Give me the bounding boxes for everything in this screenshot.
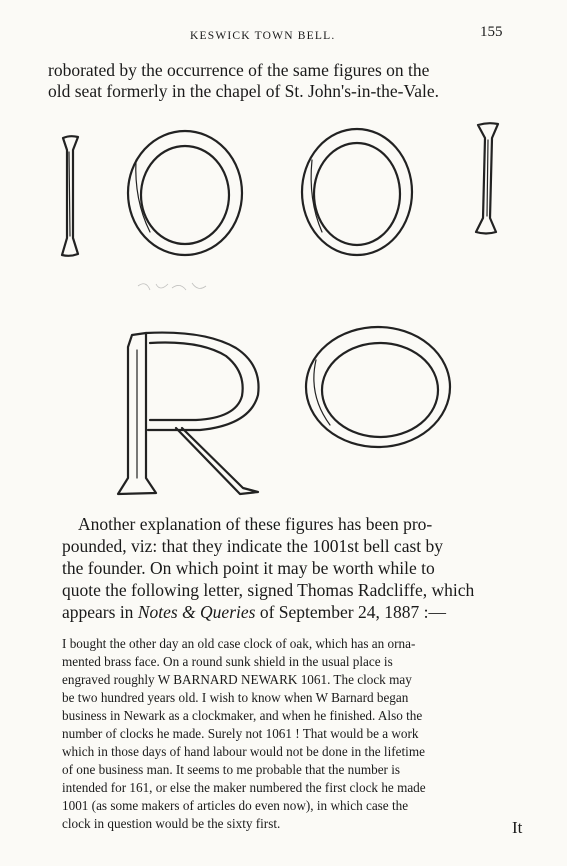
glyph-row1-i-right [476,123,498,233]
main-paragraph-line-3: the founder. On which point it may be worth while to [62,558,435,578]
main-paragraph-line-4: quote the following letter, signed Thomas Radcliffe, which [62,580,475,600]
running-head: KESWICK TOWN BELL. [190,30,336,42]
glyph-row2-r [118,333,259,494]
letter-line-3: engraved roughly W BARNARD NEWARK 1061. The clock may [62,672,412,687]
journal-title: Notes & Queries [137,602,256,622]
letter-line-5: business in Newark as a clockmaker, and when he finished. Also the [62,708,423,723]
pencil-smudge [138,283,206,290]
page-number: 155 [480,24,503,40]
letter-line-4: be two hundred years old. I wish to know when W Barnard began [62,690,409,705]
main-paragraph-line-1: Another explanation of these figures has been pro- [78,514,433,534]
main-paragraph-line-5 [62,602,446,623]
glyph-row1-o-right [302,129,412,255]
letter-line-2: mented brass face. On a round sunk shield in the usual place is [62,654,393,669]
glyph-row2-o [306,327,450,447]
letter-line-10: 1001 (as some makers of articles do even now), in which case the [62,798,409,813]
letter-line-6: number of clocks he made. Surely not 1061 ! That would be a work [62,726,419,741]
letter-line-8: of one business man. It seems to me probable that the number is [62,762,401,777]
intro-line-2: old seat formerly in the chapel of St. John's-in-the-Vale. [48,81,439,101]
letter-line-1: I bought the other day an old case clock of oak, which has an orna- [62,636,416,651]
letter-line-11: clock in question would be the sixty first. [62,816,281,831]
letter-line-9: intended for 161, or else the maker numbered the first clock he made [62,780,426,795]
glyph-row1-o-left [128,131,242,255]
letter-line-7: which in those days of hand labour would not be done in the lifetime [62,744,425,759]
intro-line-1: roborated by the occurrence of the same figures on the [48,60,430,80]
citation-prefix: appears in [62,602,138,622]
main-paragraph-line-2: pounded, viz: that they indicate the 1001st bell cast by [62,536,444,556]
catchword: It [512,818,523,837]
citation-suffix: of September 24, 1887 :— [255,602,446,622]
glyph-row1-i-left [62,136,78,256]
